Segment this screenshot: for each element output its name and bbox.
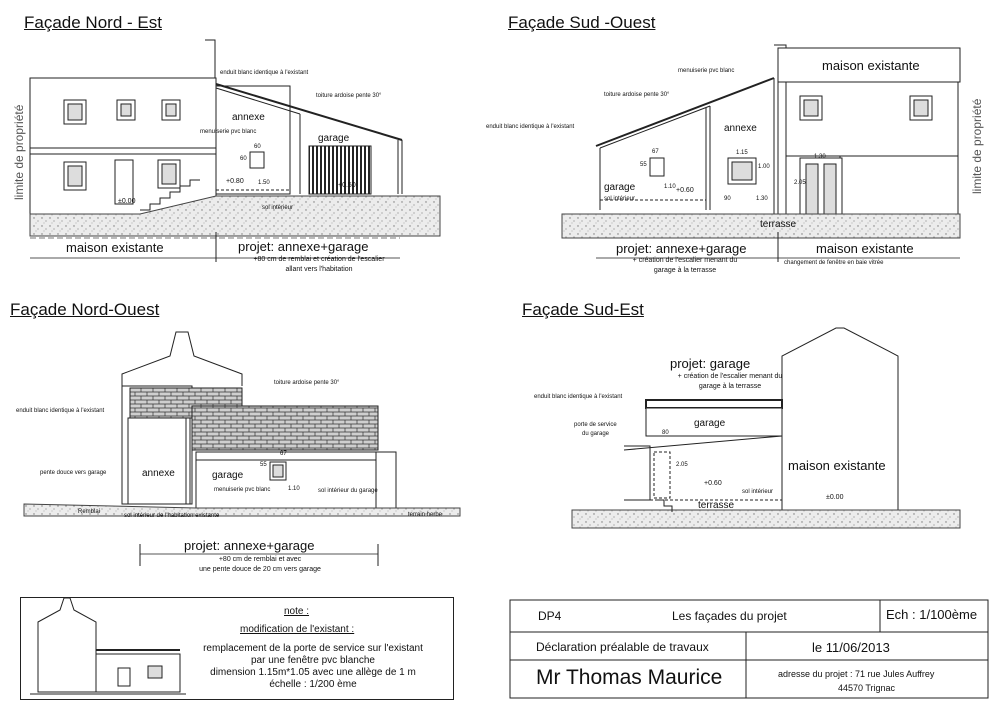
facade-no-pente: pente douce vers garage xyxy=(40,470,107,476)
facade-no-remblai: Remblai xyxy=(78,509,101,515)
facade-se-d205: 2.05 xyxy=(676,462,688,468)
cartouche-facades: Les façades du projet xyxy=(672,609,787,623)
facade-no-sol-hab: sol intérieur de l'habitation existante xyxy=(124,513,220,519)
facade-ne-annexe-label: annexe xyxy=(232,112,265,123)
cartouche-declaration: Déclaration préalable de travaux xyxy=(536,640,709,654)
facade-no-d110: 1.10 xyxy=(288,486,300,492)
facade-no-note2: une pente douce de 20 cm vers garage xyxy=(199,566,321,573)
facade-se-d80: 80 xyxy=(662,430,669,436)
facade-no-annexe-label: annexe xyxy=(142,468,175,479)
facade-se-note1: + création de l'escalier menant du xyxy=(677,373,783,380)
facade-se-project-label: projet: garage xyxy=(670,356,751,371)
facade-so-change: changement de fenêtre en baie vitrée xyxy=(784,260,884,266)
facade-so-garage-label: garage xyxy=(604,182,636,193)
facade-ne-toiture: toiture ardoise pente 30° xyxy=(316,93,382,99)
facade-so-project-label: projet: annexe+garage xyxy=(616,241,747,256)
facade-ne-note1: +80 cm de remblai et création de l'escalier xyxy=(253,256,385,263)
facade-ne-project-label: projet: annexe+garage xyxy=(238,239,369,254)
facade-ne-lvl000: ±0.00 xyxy=(118,198,136,205)
facade-no-d55: 55 xyxy=(260,462,267,468)
facade-ne-dim150: 1.50 xyxy=(258,180,270,186)
facade-no-d67: 67 xyxy=(280,451,287,457)
facade-ne-limit-label: limite de propriété xyxy=(12,104,26,200)
facade-se-title: Façade Sud-Est xyxy=(522,300,644,319)
facade-ne-lvl080: +0.80 xyxy=(226,178,244,185)
facade-so-lvl060: +0.60 xyxy=(676,187,694,194)
facade-so-d130a: 1.30 xyxy=(814,154,826,160)
facade-so-d55: 55 xyxy=(640,162,647,168)
facade-ne-menuiserie: menuiserie pvc blanc xyxy=(200,129,257,135)
facade-so-terrasse: terrasse xyxy=(760,219,797,230)
cartouche-date: le 11/06/2013 xyxy=(812,640,890,655)
facade-so-sol: sol intérieur xyxy=(604,196,636,202)
facade-ne-sol: sol intérieur xyxy=(262,205,294,211)
facade-se-sol: sol intérieur xyxy=(742,489,774,495)
facade-no-garage-label: garage xyxy=(212,470,244,481)
facade-se-porte2: du garage xyxy=(582,431,610,437)
facade-ne-garage-label: garage xyxy=(318,133,350,144)
facade-so-enduit: enduit blanc identique à l'existant xyxy=(486,124,575,130)
cartouche-dp: DP4 xyxy=(538,609,562,623)
facade-se-porte1: porte de service xyxy=(574,422,617,428)
facade-so-note2: garage à la terrasse xyxy=(653,267,717,274)
note-line-4: échelle : 1/200 ème xyxy=(269,679,357,690)
facade-no-toiture: toiture ardoise pente 30° xyxy=(274,380,340,386)
facade-se-lvl000: ±0.00 xyxy=(826,494,844,501)
note-title: note : xyxy=(284,606,310,617)
facade-no-note1: +80 cm de remblai et avec xyxy=(218,556,302,563)
facade-so-d130b: 1.30 xyxy=(756,196,768,202)
facade-so-note1: + création de l'escalier menant du xyxy=(632,257,738,264)
facade-so-d115: 1.15 xyxy=(736,150,748,156)
cartouche-echelle: Ech : 1/100ème xyxy=(886,607,978,622)
facade-ne-dim60a: 60 xyxy=(254,144,261,150)
facade-so-annexe-label: annexe xyxy=(724,123,757,134)
facade-so-d110: 1.10 xyxy=(664,184,676,190)
facade-ne-title: Façade Nord - Est xyxy=(24,13,162,32)
facade-no-project-label: projet: annexe+garage xyxy=(184,538,315,553)
facade-so-toiture: toiture ardoise pente 30° xyxy=(604,92,670,98)
facade-no-menuiserie: menuiserie pvc blanc xyxy=(214,487,271,493)
cartouche-adresse: adresse du projet : 71 rue Jules Auffrey xyxy=(778,669,935,679)
facade-so-d090: 90 xyxy=(724,196,731,202)
facade-se-lvl060: +0.60 xyxy=(704,480,722,487)
facade-ne-enduit: enduit blanc identique à l'existant xyxy=(220,70,309,76)
facade-se-existing-label: maison existante xyxy=(788,458,886,473)
facade-so-existing-label: maison existante xyxy=(816,241,914,256)
facade-ne-dim60b: 60 xyxy=(240,156,247,162)
facade-se-terrasse: terrasse xyxy=(698,500,735,511)
note-line-1: remplacement de la porte de service sur l'existant xyxy=(203,643,423,654)
facade-so-d67: 67 xyxy=(652,149,659,155)
facade-no-enduit: enduit blanc identique à l'existant xyxy=(16,408,105,414)
facade-se-garage-label: garage xyxy=(694,418,726,429)
facade-ne-existing-label: maison existante xyxy=(66,240,164,255)
facade-ne-note2: allant vers l'habitation xyxy=(285,266,353,273)
facade-so-existing-top: maison existante xyxy=(822,58,920,73)
note-line-2: par une fenêtre pvc blanche xyxy=(251,655,375,666)
facade-so-d205: 2.05 xyxy=(794,180,806,186)
facade-no-sol-garage: sol intérieur du garage xyxy=(318,488,378,494)
facade-se-note2: garage à la terrasse xyxy=(698,383,762,390)
facade-so-d100: 1.00 xyxy=(758,164,770,170)
facade-se-enduit: enduit blanc identique à l'existant xyxy=(534,394,623,400)
facade-so-title: Façade Sud -Ouest xyxy=(508,13,656,32)
facade-so-limit-label: limite de propriété xyxy=(970,98,984,194)
note-subtitle: modification de l'existant : xyxy=(240,624,355,635)
facade-no-title: Façade Nord-Ouest xyxy=(10,300,160,319)
facade-no-herbe: terrain herbe xyxy=(408,512,443,518)
cartouche-ville: 44570 Trignac xyxy=(838,683,896,693)
facade-sud-est-drawing xyxy=(572,328,960,528)
facade-so-menuiserie: menuiserie pvc blanc xyxy=(678,68,735,74)
facade-ne-lvl050: +0.50 xyxy=(338,182,356,189)
note-line-3: dimension 1.15m*1.05 avec une allège de 1 m xyxy=(210,667,416,678)
facade-nord-ouest-drawing xyxy=(24,332,460,566)
cartouche-owner: Mr Thomas Maurice xyxy=(536,666,723,689)
